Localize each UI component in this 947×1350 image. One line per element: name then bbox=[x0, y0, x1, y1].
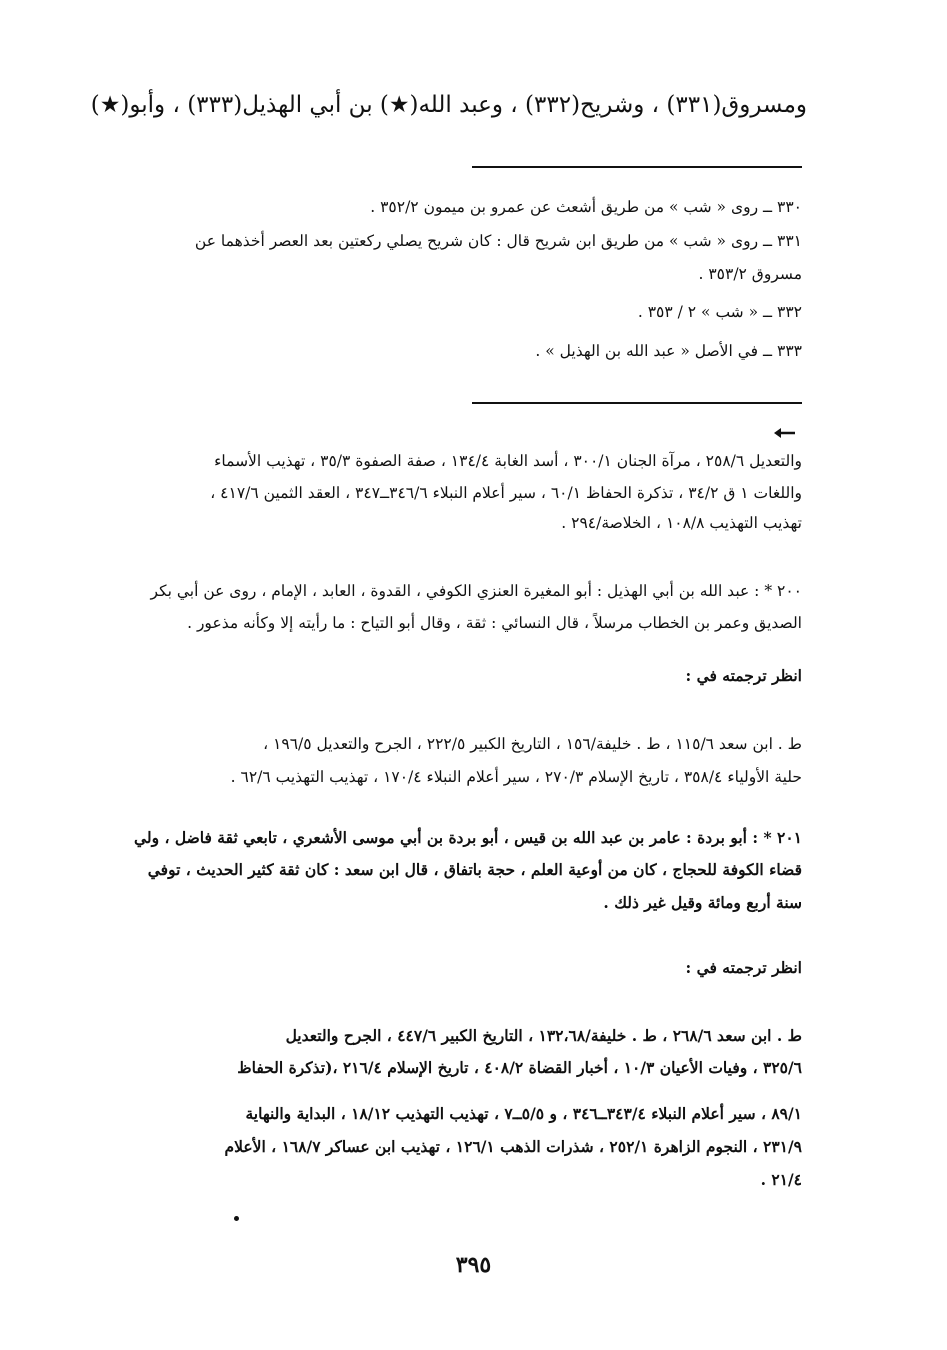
footnote-333: ٣٣٣ ــ في الأصل « عبد الله بن الهذيل » . bbox=[535, 342, 802, 360]
arrow-left-icon bbox=[774, 426, 796, 440]
entry-200-line-2: الصديق وعمر بن الخطاب مرسلاً ، قال النسائي : ثقة ، وقال أبو التياح : ما رأيته إلا وكأنه مذعور . bbox=[187, 614, 802, 632]
entry-201-line-3: سنة أربع ومائة وقيل غير ذلك . bbox=[603, 893, 802, 912]
page-number: ٣٩٥ bbox=[455, 1252, 492, 1278]
footnote-331-cont: مسروق ٣٥٣/٢ . bbox=[698, 265, 802, 283]
see-translation-label: انظر ترجمته في : bbox=[685, 666, 802, 685]
footnote-330: ٣٣٠ ــ روى « شب » من طريق أشعث عن عمرو بن ميمون ٣٥٢/٢ . bbox=[370, 198, 802, 216]
refs-200-line-2: حلية الأولياء ٣٥٨/٤ ، تاريخ الإسلام ٢٧٠/٣ ، سير أعلام النبلاء ١٧٠/٤ ، تهذيب التهذيب ٦٢/٦ . bbox=[230, 768, 802, 786]
continuation-line-1: والتعديل ٢٥٨/٦ ، مرآة الجنان ٣٠٠/١ ، أسد الغابة ١٣٤/٤ ، صفة الصفوة ٣٥/٣ ، تهذيب الأسماء bbox=[214, 452, 802, 470]
refs-201-line-3: ٨٩/١ ، سير أعلام النبلاء ٣٤٣/٤ــ٣٤٦ ، و ٥/٥ــ٧ ، تهذيب التهذيب ١٨/١٢ ، البداية والنهاية bbox=[245, 1104, 802, 1123]
entry-201-line-1: ٢٠١ * : أبو بردة : عامر بن عبد الله بن قيس ، أبو بردة بن أبي موسى الأشعري ، تابعي ثقة فاضل ، ولي bbox=[133, 828, 802, 847]
refs-200-line-1: ط . ابن سعد ١١٥/٦ ، ط . خليفة/١٥٦ ، التاريخ الكبير ٢٢٢/٥ ، الجرح والتعديل ١٩٦/٥ ، bbox=[263, 735, 802, 753]
see-translation-label: انظر ترجمته في : bbox=[685, 958, 802, 977]
entry-200-line-1: ٢٠٠ * : عبد الله بن أبي الهذيل : أبو المغيرة العنزي الكوفي ، القدوة ، العابد ، الإمام ، روى عن أبي بكر bbox=[150, 582, 802, 600]
entry-201-line-2: قضاء الكوفة للحجاج ، كان من أوعية العلم ، حجة باتفاق ، قال ابن سعد : كان ثقة كثير الحديث ، توفي bbox=[147, 860, 802, 879]
refs-201-line-1: ط . ابن سعد ٢٦٨/٦ ، ط . خليفة/١٣٢،٦٨ ، التاريخ الكبير ٤٤٧/٦ ، الجرح والتعديل bbox=[285, 1026, 802, 1045]
refs-201-line-2: ٣٢٥/٦ ، وفيات الأعيان ١٠/٣ ، أخبار القضاة ٤٠٨/٢ ، تاريخ الإسلام ٢١٦/٤ ،(تذكرة الحفاظ bbox=[237, 1058, 802, 1077]
refs-201-line-5: ٢١/٤ . bbox=[760, 1170, 802, 1189]
footnote-332: ٣٣٢ ــ « شب » ٢ / ٣٥٣ . bbox=[637, 303, 802, 321]
section-separator bbox=[472, 402, 802, 404]
continuation-line-2: واللغات ١ ق ٣٤/٢ ، تذكرة الحفاظ ٦٠/١ ، سير أعلام النبلاء ٣٤٦/٦ــ٣٤٧ ، العقد الثمين ٤١٧/٦ ، bbox=[210, 484, 802, 502]
ink-speck bbox=[234, 1216, 239, 1221]
footnote-331: ٣٣١ ــ روى « شب » من طريق ابن شريح قال : كان شريح يصلي ركعتين بعد العصر أخذهما عن bbox=[194, 232, 802, 250]
main-text-line: ومسروق(٣٣١) ، وشريح(٣٣٢) ، وعبد الله(★) بن أبي الهذيل(٣٣٣) ، وأبو(★) bbox=[90, 92, 807, 118]
footnote-separator bbox=[472, 166, 802, 168]
continuation-line-3: تهذيب التهذيب ١٠٨/٨ ، الخلاصة/٢٩٤ . bbox=[561, 514, 802, 532]
refs-201-line-4: ٢٣١/٩ ، النجوم الزاهرة ٢٥٢/١ ، شذرات الذهب ١٢٦/١ ، تهذيب ابن عساكر ١٦٨/٧ ، الأعلام bbox=[224, 1137, 802, 1156]
